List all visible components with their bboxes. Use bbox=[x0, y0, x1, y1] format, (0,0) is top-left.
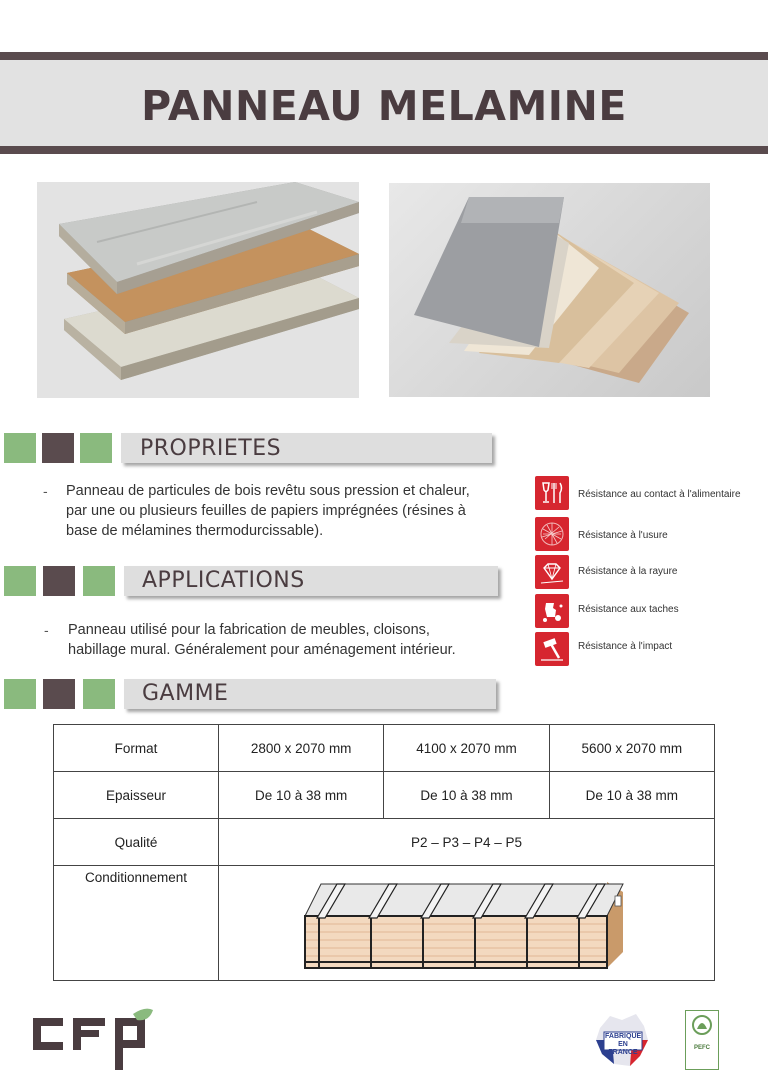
section-square-green bbox=[83, 679, 115, 709]
row-label: Format bbox=[54, 725, 219, 772]
section-square-green bbox=[4, 433, 36, 463]
table-cell: 4100 x 2070 mm bbox=[384, 725, 549, 772]
packaging-illustration-cell bbox=[219, 866, 715, 981]
section-title-applications: APPLICATIONS bbox=[142, 568, 305, 593]
stain-icon bbox=[535, 594, 569, 628]
icon-label: Résistance à la rayure bbox=[578, 566, 678, 577]
table-row bbox=[54, 819, 715, 866]
gamme-table bbox=[53, 724, 715, 981]
bullet-dash: - bbox=[44, 622, 49, 638]
badge-text: EN FRANCE bbox=[608, 1041, 638, 1056]
icon-label: Résistance à l'usure bbox=[578, 530, 668, 541]
pefc-text: PEFC bbox=[693, 1045, 710, 1051]
proprietes-text bbox=[66, 481, 470, 541]
title-band-bottom-line bbox=[0, 146, 768, 154]
table-cell: De 10 à 38 mm bbox=[549, 772, 714, 819]
stacked-panels-image bbox=[37, 182, 359, 398]
diamond-scratch-icon bbox=[535, 555, 569, 589]
row-label: Qualité bbox=[54, 819, 219, 866]
section-square-dark bbox=[43, 679, 75, 709]
fabrique-en-france-badge bbox=[592, 1010, 652, 1070]
text-line: Panneau de particules de bois revêtu sous pression et chaleur, bbox=[66, 483, 470, 499]
section-title-gamme: GAMME bbox=[142, 681, 229, 706]
applications-text bbox=[68, 620, 456, 660]
section-square-green bbox=[83, 566, 115, 596]
table-row bbox=[54, 866, 715, 981]
fork-knife-glass-icon bbox=[535, 476, 569, 510]
section-square-green bbox=[80, 433, 112, 463]
table-cell: De 10 à 38 mm bbox=[384, 772, 549, 819]
section-square-green bbox=[4, 679, 36, 709]
table-row bbox=[54, 725, 715, 772]
table-cell: 2800 x 2070 mm bbox=[219, 725, 384, 772]
wood-crate-illustration bbox=[297, 872, 637, 972]
section-title-proprietes: PROPRIETES bbox=[140, 436, 282, 461]
table-cell: De 10 à 38 mm bbox=[219, 772, 384, 819]
pefc-logo bbox=[685, 1010, 719, 1070]
section-square-dark bbox=[42, 433, 74, 463]
text-line: habillage mural. Généralement pour aménagement intérieur. bbox=[68, 642, 456, 658]
text-line: par une ou plusieurs feuilles de papiers imprégnées (résines à bbox=[66, 503, 466, 519]
bullet-dash: - bbox=[43, 483, 48, 499]
badge-text: FABRIQUÉ bbox=[605, 1033, 642, 1040]
section-square-dark bbox=[43, 566, 75, 596]
icon-label: Résistance aux taches bbox=[578, 604, 679, 615]
table-cell: 5600 x 2070 mm bbox=[549, 725, 714, 772]
section-square-green bbox=[4, 566, 36, 596]
table-row bbox=[54, 772, 715, 819]
wear-texture-icon bbox=[535, 517, 569, 551]
title-band-top-line bbox=[0, 52, 768, 60]
row-label: Conditionnement bbox=[54, 866, 219, 981]
fanned-samples-image bbox=[389, 183, 710, 397]
hammer-impact-icon bbox=[535, 632, 569, 666]
cfp-logo bbox=[33, 1008, 158, 1074]
text-line: Panneau utilisé pour la fabrication de meubles, cloisons, bbox=[68, 622, 430, 638]
text-line: base de mélamines thermodurcissable). bbox=[66, 523, 324, 539]
table-cell: P2 – P3 – P4 – P5 bbox=[219, 819, 715, 866]
icon-label: Résistance à l'impact bbox=[578, 641, 673, 652]
page-title: PANNEAU MELAMINE bbox=[141, 82, 627, 130]
icon-label: Résistance au contact à l'alimentaire bbox=[578, 489, 741, 500]
row-label: Epaisseur bbox=[54, 772, 219, 819]
